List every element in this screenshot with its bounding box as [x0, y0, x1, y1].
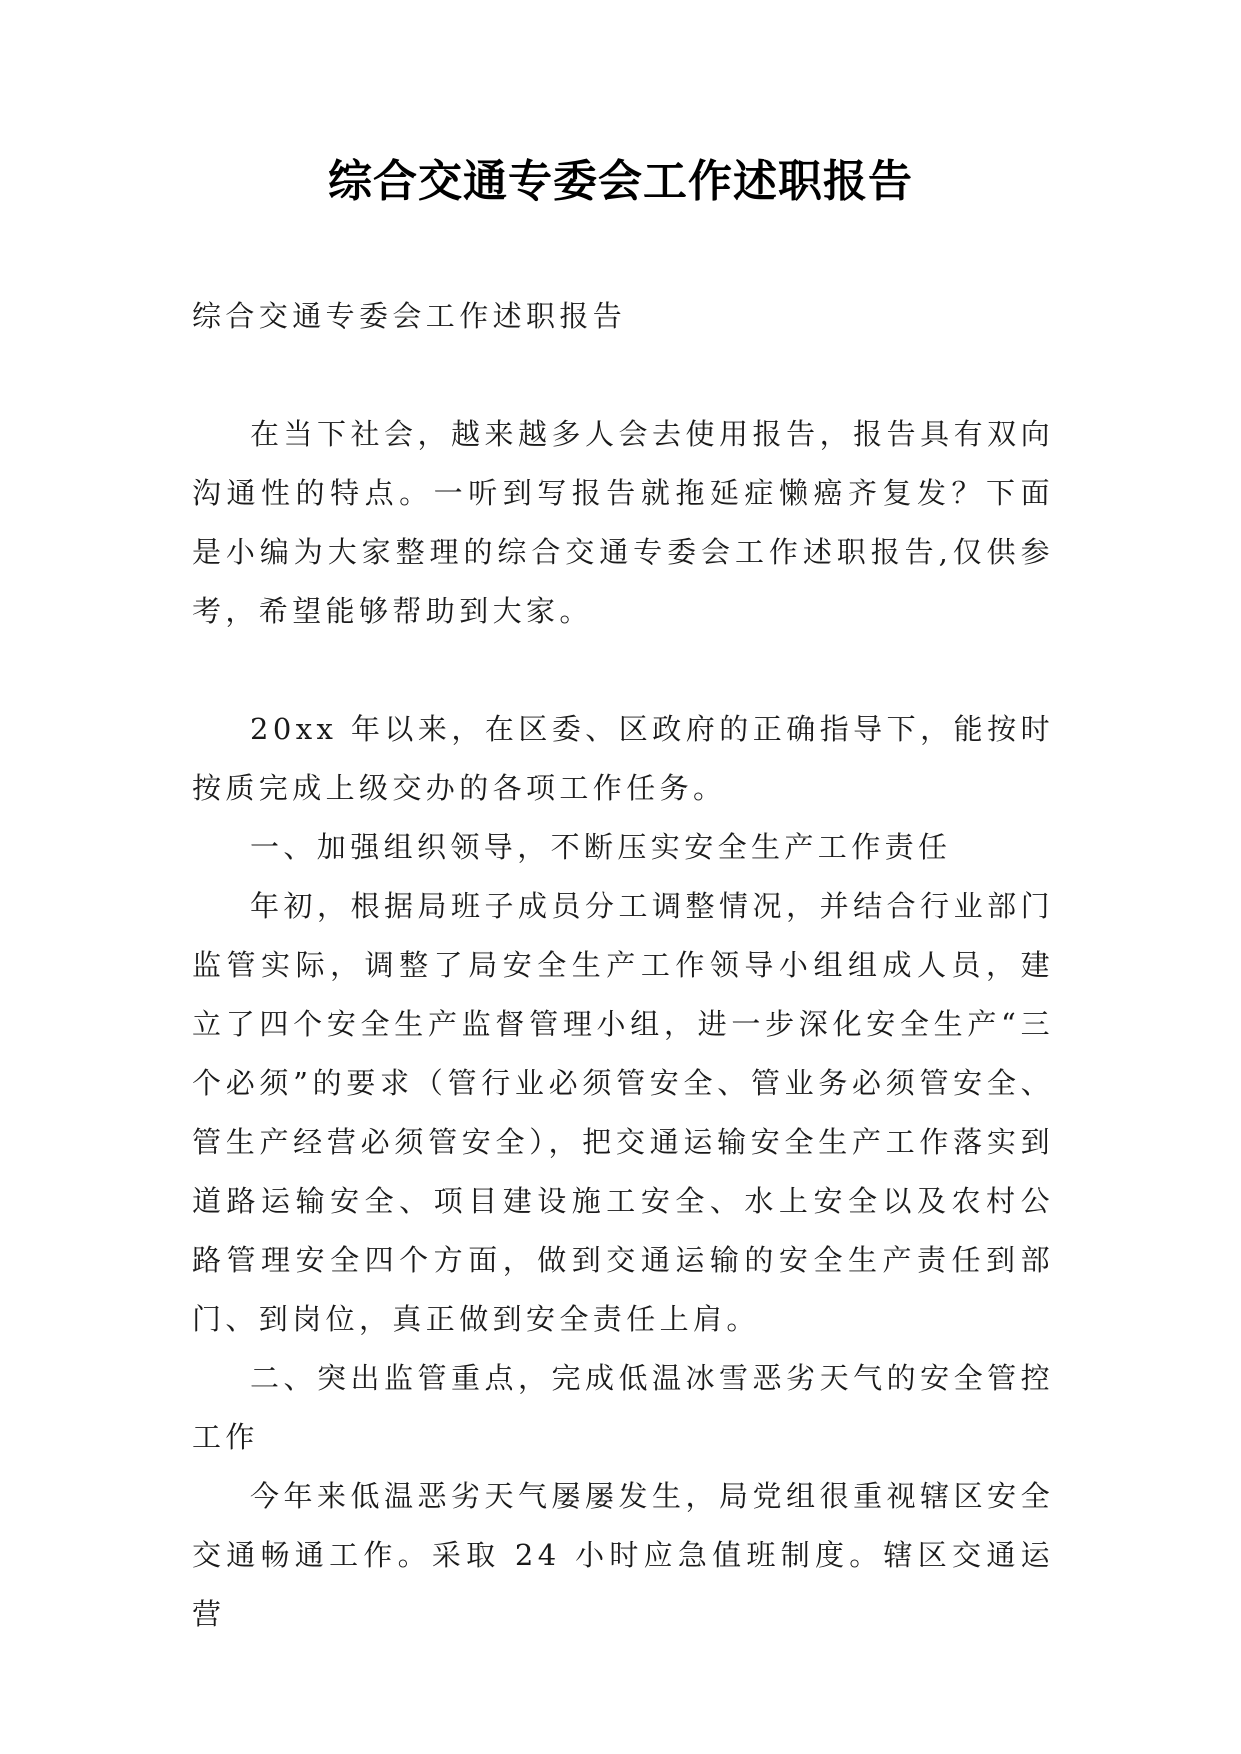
section-heading-2: 二、突出监管重点，完成低温冰雪恶劣天气的安全管控工作 [192, 1361, 1054, 1454]
overview-paragraph: 20xx 年以来，在区委、区政府的正确指导下，能按时按质完成上级交办的各项工作任务。 [192, 712, 1054, 805]
intro-paragraph: 在当下社会，越来越多人会去使用报告，报告具有双向沟通性的特点。一听到写报告就拖延症懒癌齐复发？下面是小编为大家整理的综合交通专委会工作述职报告,仅供参考，希望能够帮助到大家。 [192, 417, 1054, 628]
document-subtitle: 综合交通专委会工作述职报告 [192, 299, 627, 333]
section-2-paragraph: 今年来低温恶劣天气屡屡发生，局党组很重视辖区安全交通畅通工作。采取 24 小时应急值班制度。辖区交通运营 [192, 1479, 1054, 1631]
section-1-paragraph: 年初，根据局班子成员分工调整情况，并结合行业部门监管实际，调整了局安全生产工作领导小组组成人员，建立了四个安全生产监督管理小组，进一步深化安全生产“三个必须”的要求（管行业必须管安全、管业务必须管安全、管生产经营必须管安全），把交通运输安全生产工作落实到道路运输安全、项目建设施工安全、水上安全以及农村公路管理安全四个方面，做到交通运输的安全生产责任到部门、到岗位，真正做到安全责任上肩。 [192, 889, 1054, 1336]
document-title: 综合交通专委会工作述职报告 [328, 156, 913, 207]
document-body [192, 287, 1054, 1644]
section-heading-1: 一、加强组织领导，不断压实安全生产工作责任 [250, 830, 952, 864]
